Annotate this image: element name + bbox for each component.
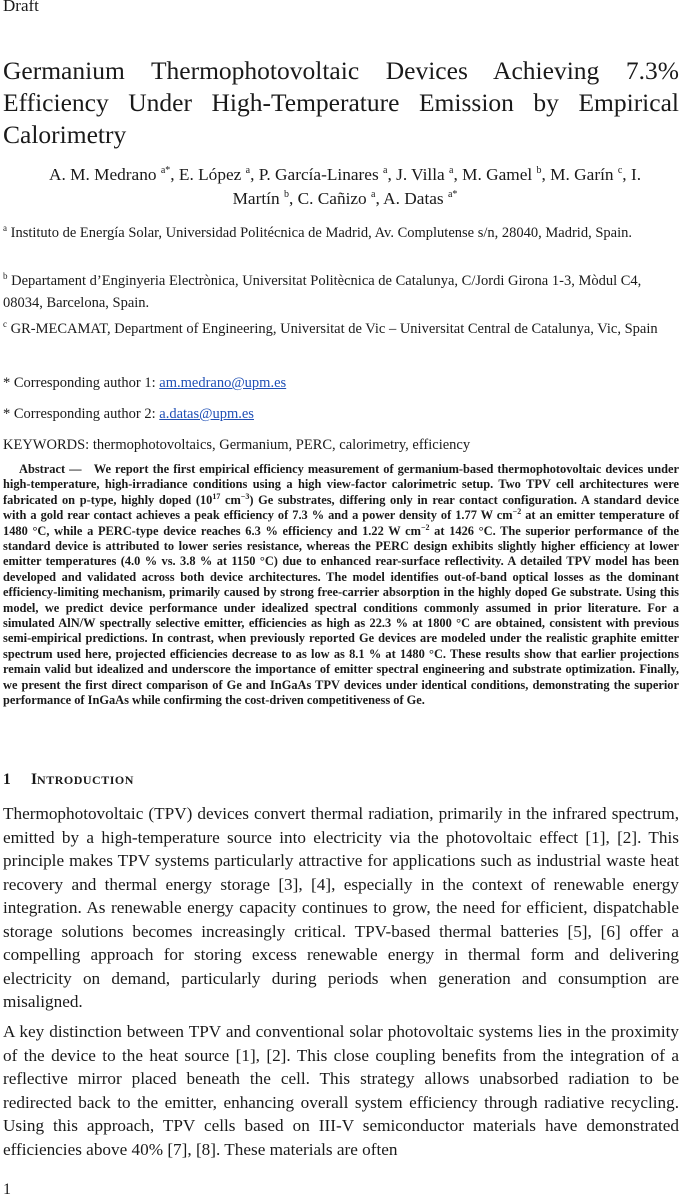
email-link-1[interactable]: am.medrano@upm.es — [159, 375, 287, 391]
unit-exponent: −3 — [240, 491, 250, 501]
unit-exponent: −2 — [420, 522, 430, 532]
section-title-initial: I — [31, 771, 38, 788]
corresponding-author-2 — [3, 403, 254, 425]
abstract-text: cm — [220, 492, 241, 507]
affiliation-b — [3, 270, 676, 314]
section-number: 1 — [3, 771, 11, 788]
abstract-text: ) Ge substrates, differing only in rear contact configuration. A standard device with a gold rear contact achieves a peak efficiency of 7.3 % and a power density of 1.77 W cm — [3, 492, 680, 523]
author-affiliation-mark: a — [449, 165, 454, 177]
affiliation-c — [3, 318, 676, 340]
body-paragraph: A key distinction between TPV and conventional solar photovoltaic systems lies in the proximity of the device to the heat source [1], [2]. This close coupling benefits from the integration of a reflective mirror placed beneath the cell. This strategy allows unabsorbed radiation to be redirected back to the emitter, enhancing overall system efficiency through radiative recycling. Using this approach, TPV cells based on III-V semiconductor materials have demonstrated efficiencies above 40% [7], [8]. These materials are often — [3, 1022, 679, 1159]
affiliation-mark: b — [3, 271, 8, 282]
author-affiliation-mark: a — [383, 165, 388, 177]
author: I. Martín — [232, 165, 642, 208]
affiliation-text: GR-MECAMAT, Department of Engineering, Universitat de Vic – Universitat Central de Catalunya, Vic, Spain — [10, 321, 658, 337]
section-title-rest: NTRODUCTION — [37, 773, 134, 787]
affiliation-text: Departament d’Enginyeria Electrònica, Universitat Politècnica de Catalunya, C/Jordi Girona 1-3, Mòdul C4, 08034, Barcelona, Spain. — [3, 273, 642, 311]
author-affiliation-mark: a — [245, 165, 251, 177]
author: P. García-Linares — [258, 165, 379, 184]
abstract-text: at an emitter temperature of 1480 °C, while a PERC-type device reaches 6.3 % efficiency and 1.22 W cm — [3, 508, 679, 538]
corresponding-label: * Corresponding author 1: — [3, 375, 160, 391]
author-list: A. M. Medrano $^{a*}$, E. López $^a$, P. García-Linares $^a$, J. Villa $^a$, M. Gamel $^b$, M. Garín $^c$, I. Martín $^b$, C. Cañizo $^a$, A. Datas $^{a*}$ — [48, 165, 642, 208]
author-affiliation-mark: c — [617, 165, 623, 177]
author: C. Cañizo — [297, 189, 367, 208]
abstract-label: Abstract — — [19, 462, 82, 476]
affiliation-mark: a — [3, 223, 7, 234]
unit-exponent: −2 — [512, 507, 522, 517]
body-paragraph: Thermophotovoltaic (TPV) devices convert thermal radiation, primarily in the infrared spectrum, emitted by a high-temperature source into electricity via the photovoltaic effect [1], [2]. This principle makes TPV systems particularly attractive for applications such as industrial waste heat recovery and thermal energy storage [3], [4], especially in the context of renewable energy integration. As renewable energy capacity continues to grow, the need for efficient, dispatchable storage solutions becomes increasingly critical. TPV-based thermal batteries [5], [6] offer a compelling approach for storing excess renewable energy in thermal form and delivering electricity on demand, particularly during periods when generation and consumption are misaligned. — [3, 804, 679, 1011]
doping-exponent: 17 — [212, 491, 221, 501]
author-affiliation-mark: b — [536, 165, 542, 177]
author-affiliation-mark: a* — [160, 165, 171, 177]
author: A. Datas — [383, 189, 444, 208]
draft-label: Draft — [3, 0, 39, 15]
abstract-text: We report the first empirical efficiency measurement of germanium-based thermophotovoltaic devices under high-temperature, high-irradiance conditions using a high view-factor calorimetric setup. Two TPV cell architectures were fabricated on p-type, highly doped (10 — [3, 462, 679, 507]
email-link-2[interactable]: a.datas@upm.es — [159, 406, 254, 422]
affiliation-text: Instituto de Energía Solar, Universidad Politécnica de Madrid, Av. Complutense s/n, 28040, Madrid, Spain. — [10, 225, 632, 241]
affiliation-a — [3, 222, 676, 244]
affiliation-mark: c — [3, 319, 7, 330]
author-affiliation-mark: b — [283, 189, 289, 201]
corresponding-author-1 — [3, 372, 286, 394]
author: M. Gamel — [462, 165, 533, 184]
author-affiliation-mark: a* — [447, 189, 458, 201]
author: J. Villa — [396, 165, 445, 184]
paper-title: Germanium Thermophotovoltaic Devices Achieving 7.3% Efficiency Under High-Temperature Emission by Empirical Calorimetry — [3, 56, 679, 149]
page-number: 1 — [3, 1181, 11, 1198]
author: E. López — [178, 165, 242, 184]
author: A. M. Medrano — [48, 165, 157, 184]
abstract-text: at 1426 °C. The superior performance of the standard device is attributed to lower series resistance, whereas the PERC design exhibits slightly higher efficiency at lower emitter temperatures (4.0 % vs. 3.8 % at 1150 °C) due to enhanced rear-surface reflectivity. A detailed TPV model has been developed and validated across both device architectures. The model identifies out-of-band optical losses as the dominant efficiency-limiting mechanism, primarily caused by strong free-carrier absorption in the highly doped Ge substrate. Using this model, we predict device performance under idealized spectral conditions commonly assumed in prior literature. For a simulated AlN/W spectrally selective emitter, efficiencies as high as 22.3 % at 1800 °C are obtained, consistent with previous semi-empirical predictions. In contrast, when previously reported Ge devices are modeled under the realistic graphite emitter spectrum used here, projected efficiencies decrease to as low as 8.1 % at 1480 °C. These results show that earlier projections remain valid but idealized and underscore the importance of emitter spectral engineering and substrate optimization. Finally, we present the first direct comparison of Ge and InGaAs TPV devices under identical conditions, demonstrating the superior performance of InGaAs while confirming the cost-driven competitiveness of Ge. — [3, 523, 679, 708]
corresponding-label: * Corresponding author 2: — [3, 406, 160, 422]
keywords: KEYWORDS: thermophotovoltaics, Germanium, PERC, calorimetry, efficiency — [3, 437, 471, 453]
section-heading — [3, 771, 134, 789]
author: M. Garín — [550, 165, 614, 184]
author-affiliation-mark: a — [371, 189, 376, 201]
abstract — [3, 462, 679, 709]
